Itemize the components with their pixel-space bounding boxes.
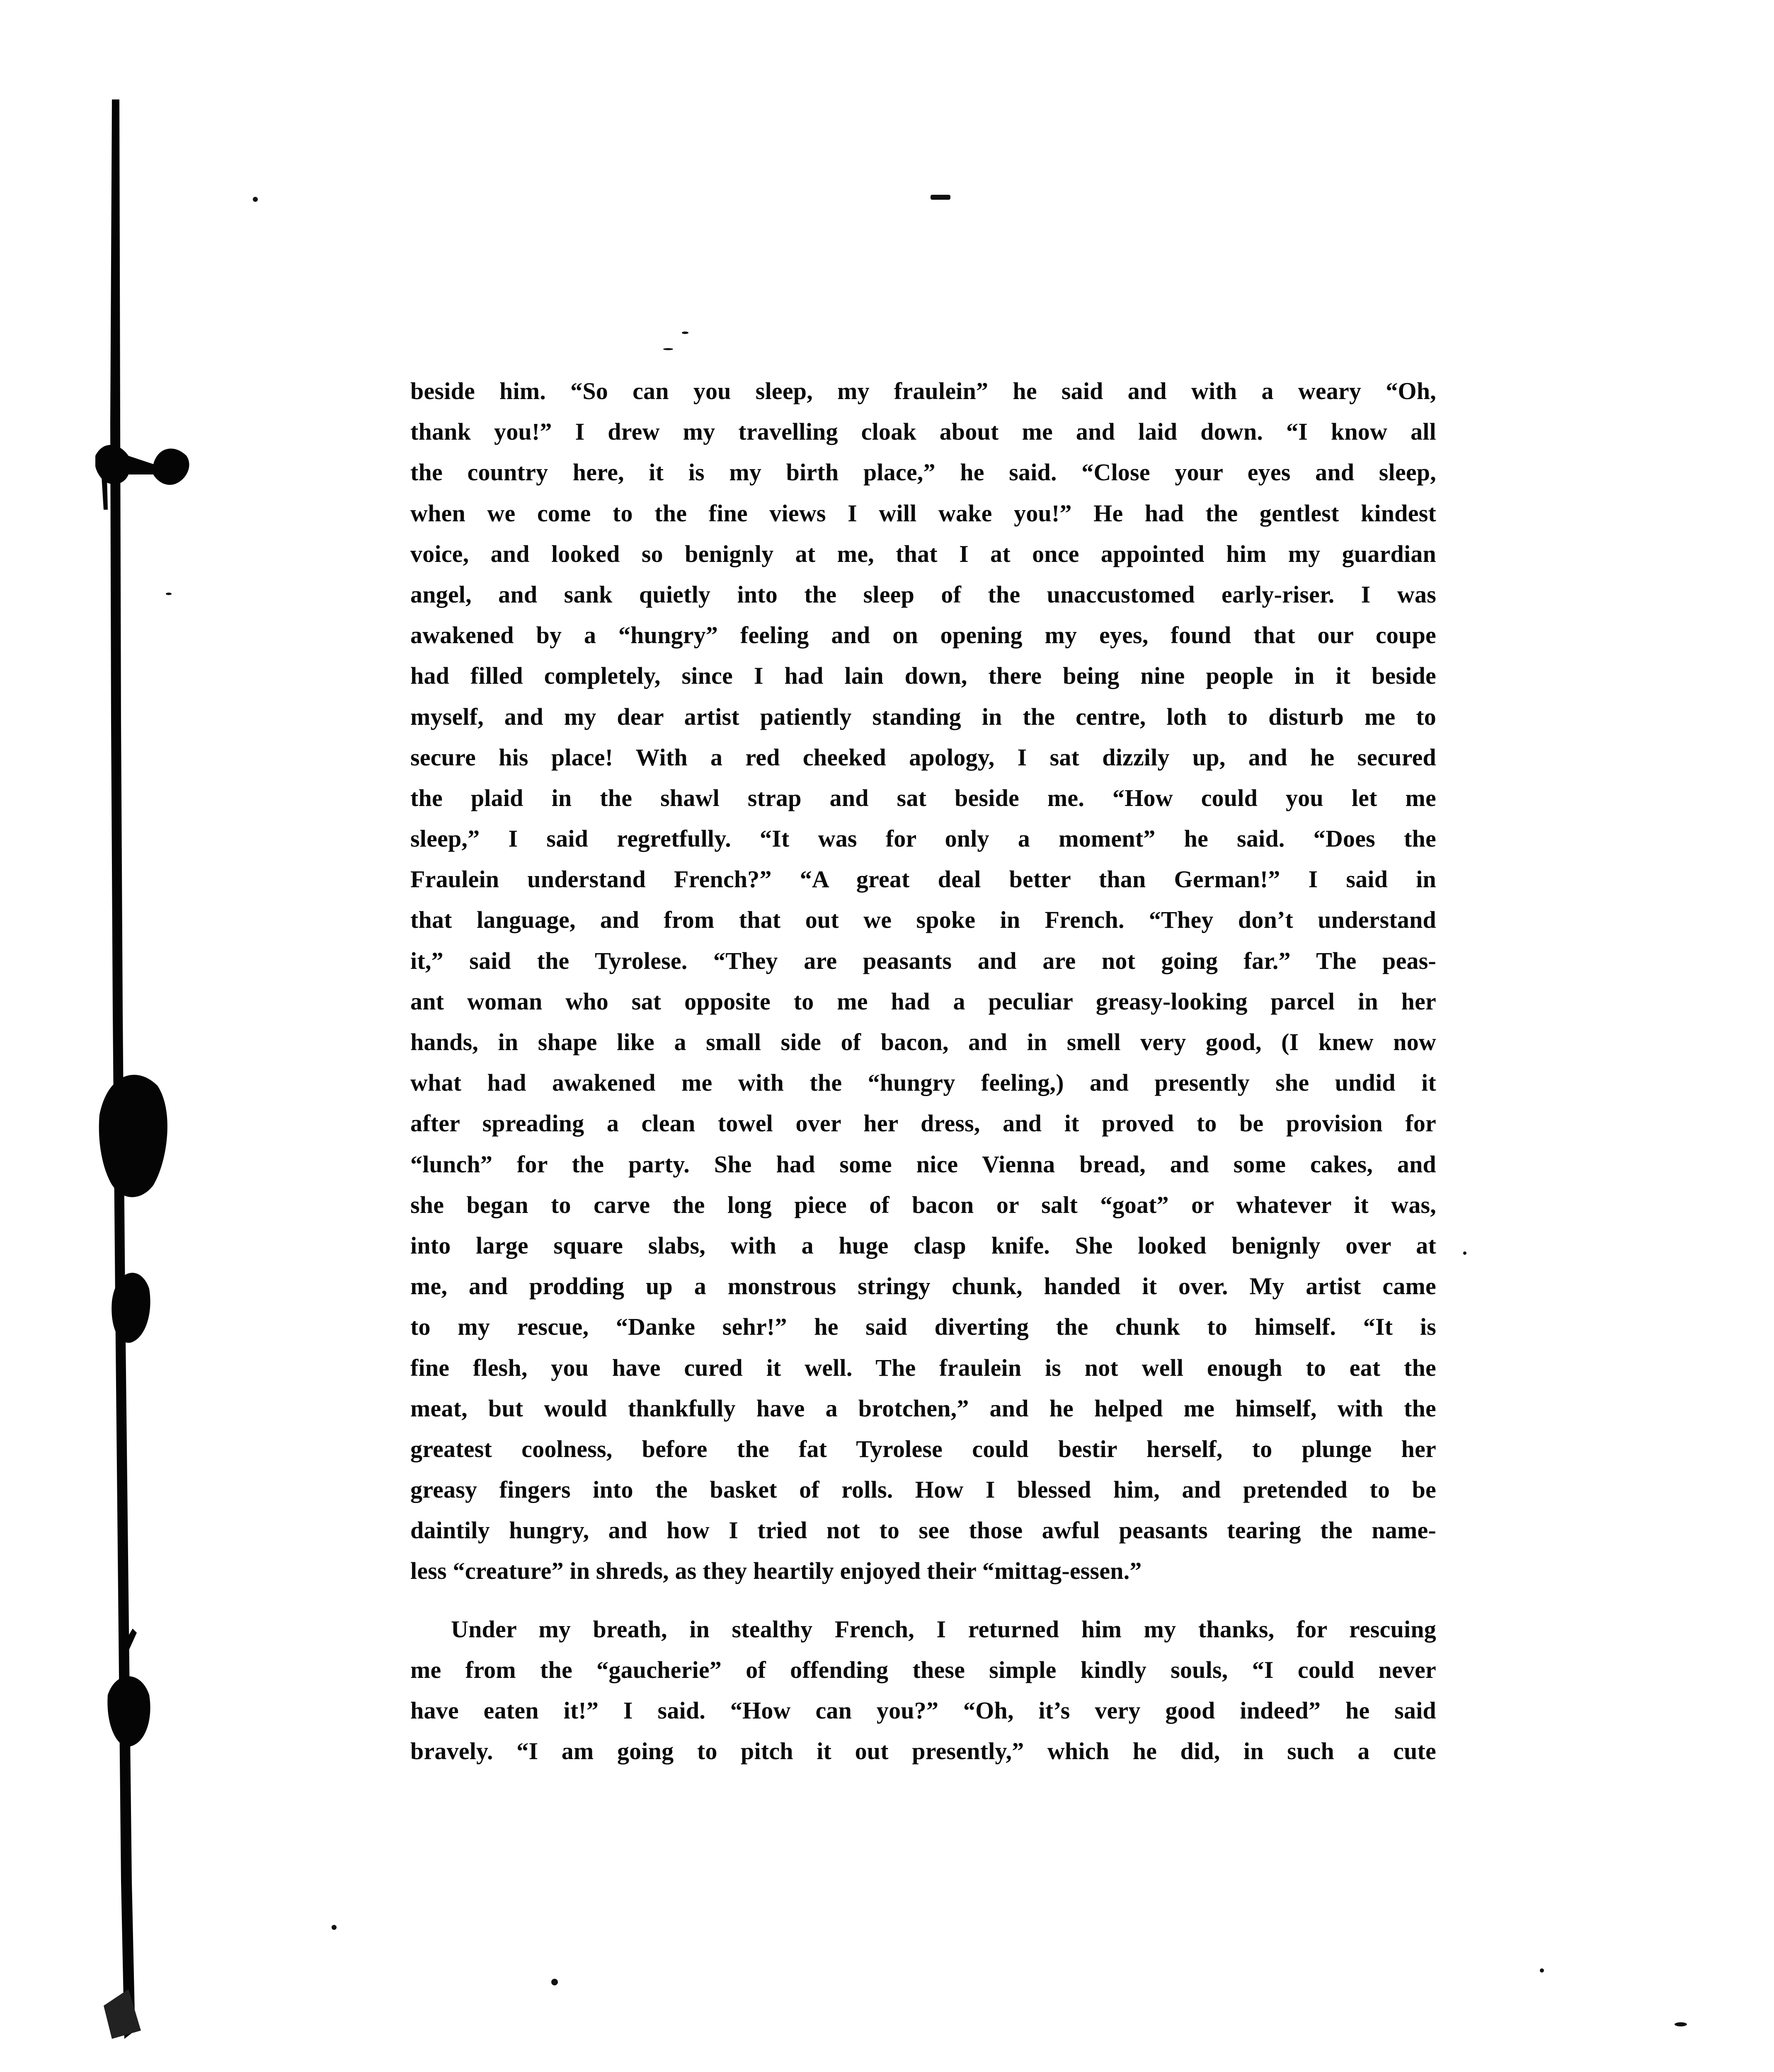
text-line: greatest coolness, before the fat Tyrolese could bestir herself, to plunge her <box>410 1435 1436 1462</box>
text-line: myself, and my dear artist patiently standing in the centre, loth to disturb me to <box>410 703 1436 730</box>
scan-speck <box>551 1979 558 1985</box>
scan-speck <box>332 1925 337 1930</box>
text-line: greasy fingers into the basket of rolls. How I blessed him, and pretended to be <box>410 1476 1436 1503</box>
text-line: Fraulein understand French?” “A great deal better than German!” I said in <box>410 866 1436 893</box>
text-line: to my rescue, “Danke sehr!” he said diverting the chunk to himself. “It is <box>410 1313 1436 1341</box>
text-line: that language, and from that out we spoke in French. “They don’t understand <box>410 906 1436 934</box>
text-line: have eaten it!” I said. “How can you?” “Oh, it’s very good indeed” he said <box>410 1697 1436 1724</box>
text-line: less “creature” in shreds, as they heartily enjoyed their “mittag-essen.” <box>410 1557 1142 1585</box>
scan-speck <box>166 593 172 595</box>
scan-speck <box>1675 2022 1687 2026</box>
text-line: had filled completely, since I had lain down, there being nine people in it beside <box>410 662 1436 690</box>
text-line: the country here, it is my birth place,” he said. “Close your eyes and sleep, <box>410 459 1436 486</box>
text-line: meat, but would thankfully have a brotchen,” and he helped me himself, with the <box>410 1394 1436 1422</box>
text-line: it,” said the Tyrolese. “They are peasants and are not going far.” The peas- <box>410 947 1436 974</box>
scan-speck <box>253 197 258 202</box>
text-line: bravely. “I am going to pitch it out presently,” which he did, in such a cute <box>410 1738 1436 1765</box>
text-line: when we come to the fine views I will wake you!” He had the gentlest kindest <box>410 499 1436 527</box>
text-line: me from the “gaucherie” of offending these simple kindly souls, “I could never <box>410 1656 1436 1683</box>
text-line: what had awakened me with the “hungry feeling,) and presently she undid it <box>410 1069 1436 1097</box>
scan-speck <box>1463 1251 1466 1255</box>
scan-speck <box>931 195 950 200</box>
text-line: voice, and looked so benignly at me, that I at once appointed him my guardian <box>410 540 1436 567</box>
paragraph-gap <box>410 1592 1436 1609</box>
text-line: ant woman who sat opposite to me had a peculiar greasy-looking parcel in her <box>410 988 1436 1015</box>
text-line: sleep,” I said regretfully. “It was for only a moment” he said. “Does the <box>410 825 1436 852</box>
text-line: angel, and sank quietly into the sleep of the unaccustomed early-riser. I was <box>410 581 1436 608</box>
text-line: the plaid in the shawl strap and sat beside me. “How could you let me <box>410 784 1436 811</box>
paragraph-1 <box>410 371 1436 1592</box>
text-line: daintily hungry, and how I tried not to see those awful peasants tearing the name- <box>410 1517 1436 1544</box>
scan-speck <box>663 348 673 350</box>
text-line: Under my breath, in stealthy French, I returned him my thanks, for rescuing <box>451 1615 1436 1643</box>
body-text <box>410 371 1436 1772</box>
text-line: me, and prodding up a monstrous stringy chunk, handed it over. My artist came <box>410 1273 1436 1300</box>
paragraph-2 <box>410 1609 1436 1772</box>
binding-rod-image <box>95 99 191 2039</box>
text-line: into large square slabs, with a huge clasp knife. She looked benignly over at <box>410 1232 1436 1259</box>
text-line: she began to carve the long piece of bacon or salt “goat” or whatever it was, <box>410 1191 1436 1218</box>
text-line: after spreading a clean towel over her dress, and it proved to be provision for <box>410 1110 1436 1137</box>
text-line: “lunch” for the party. She had some nice Vienna bread, and some cakes, and <box>410 1150 1436 1178</box>
text-line: secure his place! With a red cheeked apology, I sat dizzily up, and he secured <box>410 743 1436 771</box>
text-line: awakened by a “hungry” feeling and on opening my eyes, found that our coupe <box>410 622 1436 649</box>
text-line: beside him. “So can you sleep, my fraulein” he said and with a weary “Oh, <box>410 378 1436 404</box>
text-line: fine flesh, you have cured it well. The fraulein is not well enough to eat the <box>410 1354 1436 1381</box>
scan-speck <box>682 332 688 334</box>
text-line: hands, in shape like a small side of bacon, and in smell very good, (I knew now <box>410 1029 1436 1055</box>
scan-speck <box>1540 1968 1544 1973</box>
text-line: thank you!” I drew my travelling cloak about me and laid down. “I know all <box>410 418 1436 445</box>
